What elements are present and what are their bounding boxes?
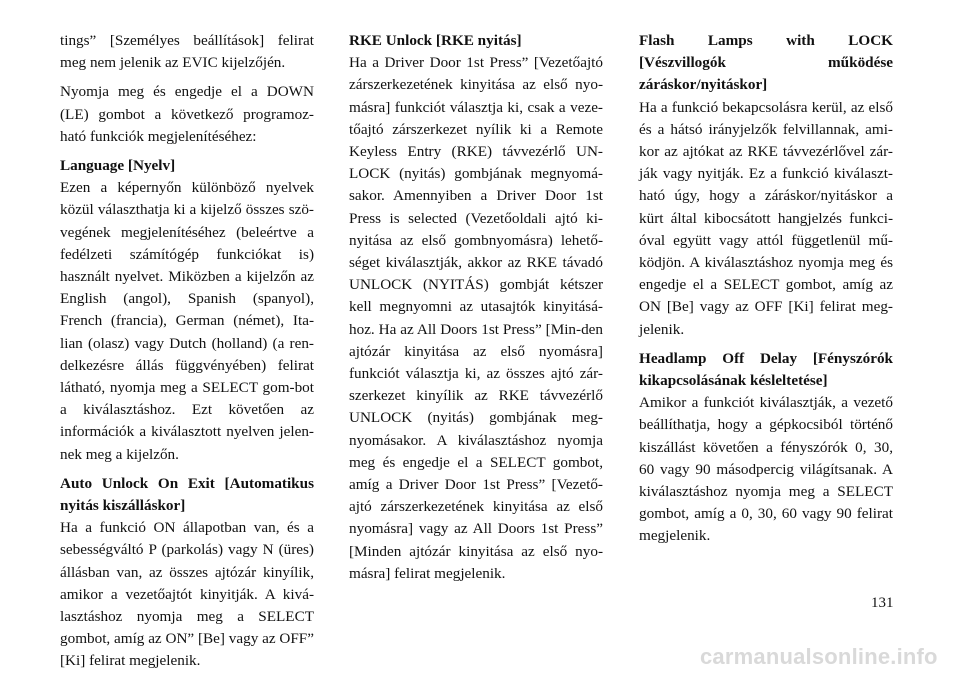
paragraph: Nyomja meg és engedje el a DOWN (LE) gombot a következő programoz-ható funkciók megjelenítéséhez:	[60, 83, 314, 145]
paragraph: Ha a funkció bekapcsolásra kerül, az első és a hátsó irányjelzők felvillannak, ami-kor az ajtókat az RKE távvezérlővel zár-ják vagy nyitják. Ez a funkció kiválaszt-ható úgy, hogy a záráskor/nyitáskor a kürt által kibocsátott hangjelzés funkci-óval együtt vagy attól függetlenül mű-ködjön. A kiválasztáshoz nyomja meg és engedje el a SELECT gombot, amíg az ON [Be] vagy az OFF [Ki] felirat meg-jelenik.	[639, 98, 893, 338]
section-heading-auto-unlock: Auto Unlock On Exit [Automatikus nyitás kiszálláskor]	[60, 474, 314, 515]
paragraph: tings” [Személyes beállítások] felirat meg nem jelenik az EVIC kijelzőjén.	[60, 32, 314, 72]
text-column-3	[639, 30, 893, 555]
section-heading-headlamp-delay: Headlamp Off Delay [Fényszórók kikapcsolásának késleltetése]	[639, 349, 893, 390]
section-heading-rke-unlock: RKE Unlock [RKE nyitás]	[349, 32, 522, 49]
section-heading-flash-lamps: Flash Lamps with LOCK [Vészvillogók működése záráskor/nyitáskor]	[639, 32, 893, 94]
paragraph: Ezen a képernyőn különböző nyelvek közül választhatja ki a kijelző összes szö-vegének megjelenítéséhez (beleértve a fedélzeti számítógép funkciókat is) használt nyelvet. Miközben a kijelzőn az English (angol), Spanish (spanyol), French (francia), German (német), Ita-lian (olasz) vagy Dutch (holland) (a ren-delkezésre állás függvényében) felirat látható, nyomja meg a SELECT gom-bot a kiválasztáshoz. Ezt követően az információk a kiválasztott nyelven jelen-nek meg a kijelzőn.	[60, 179, 314, 463]
section-heading-language: Language [Nyelv]	[60, 157, 176, 175]
page-number: 131	[871, 595, 894, 611]
watermark: carmanualsonline.info	[700, 644, 938, 669]
paragraph: Ha a Driver Door 1st Press” [Vezetőajtó zárszerkezetének kinyitása az első nyo-másra] funkciót választja ki, csak a veze-tőajtó zárszerkezet nyílik ki a Remote Keyless Entry (RKE) távvezérlő UN-LOCK (nyitás) gombjának megnyomá-sakor. Amennyiben a Driver Door 1st Press is selected (Vezetőoldali ajtó ki-nyitása az első gombnyomásra) lehető-séget kiválasztják, akkor az RKE távadó UNLOCK (NYITÁS) gombját kétszer kell megnyomni az utasajtók kinyitásá-hoz. Ha az All Doors 1st Press” [Min-den ajtózár kinyitása az első nyomásra] funkciót választja ki, az összes ajtó zár-szerkezet kinyílik az RKE távvezérlő UNLOCK (nyitás) gombjának meg-nyomásakor. A kiválasztáshoz nyomja meg és engedje el a SELECT gombot, amíg a Driver Door 1st Press” [Vezető-ajtó zárszerkezetének kinyitása az első nyomásra] vagy az All Doors 1st Press” [Minden ajtózár kinyitása az első nyo-másra] felirat megjelenik.	[349, 54, 603, 582]
paragraph: Ha a funkció ON állapotban van, és a sebességváltó P (parkolás) vagy N (üres) állásban van, az összes ajtózár kinyílik, amikor a vezetőajtót kinyitják. A kivá-lasztáshoz nyomja meg a SELECT gombot, amíg az ON” [Be] vagy az OFF” [Ki] felirat megjelenik.	[60, 519, 314, 670]
paragraph: Amikor a funkciót kiválasztják, a vezető beállíthatja, hogy a gépkocsiból történő kiszállást követően a fényszórók 0, 30, 60 vagy 90 másodpercig világítsanak. A kiválasztáshoz nyomja meg a SELECT gombot, amíg a 0, 30, 60 vagy 90 felirat megjelenik.	[639, 394, 893, 545]
text-column-2	[349, 30, 603, 592]
text-column-1	[60, 30, 314, 680]
